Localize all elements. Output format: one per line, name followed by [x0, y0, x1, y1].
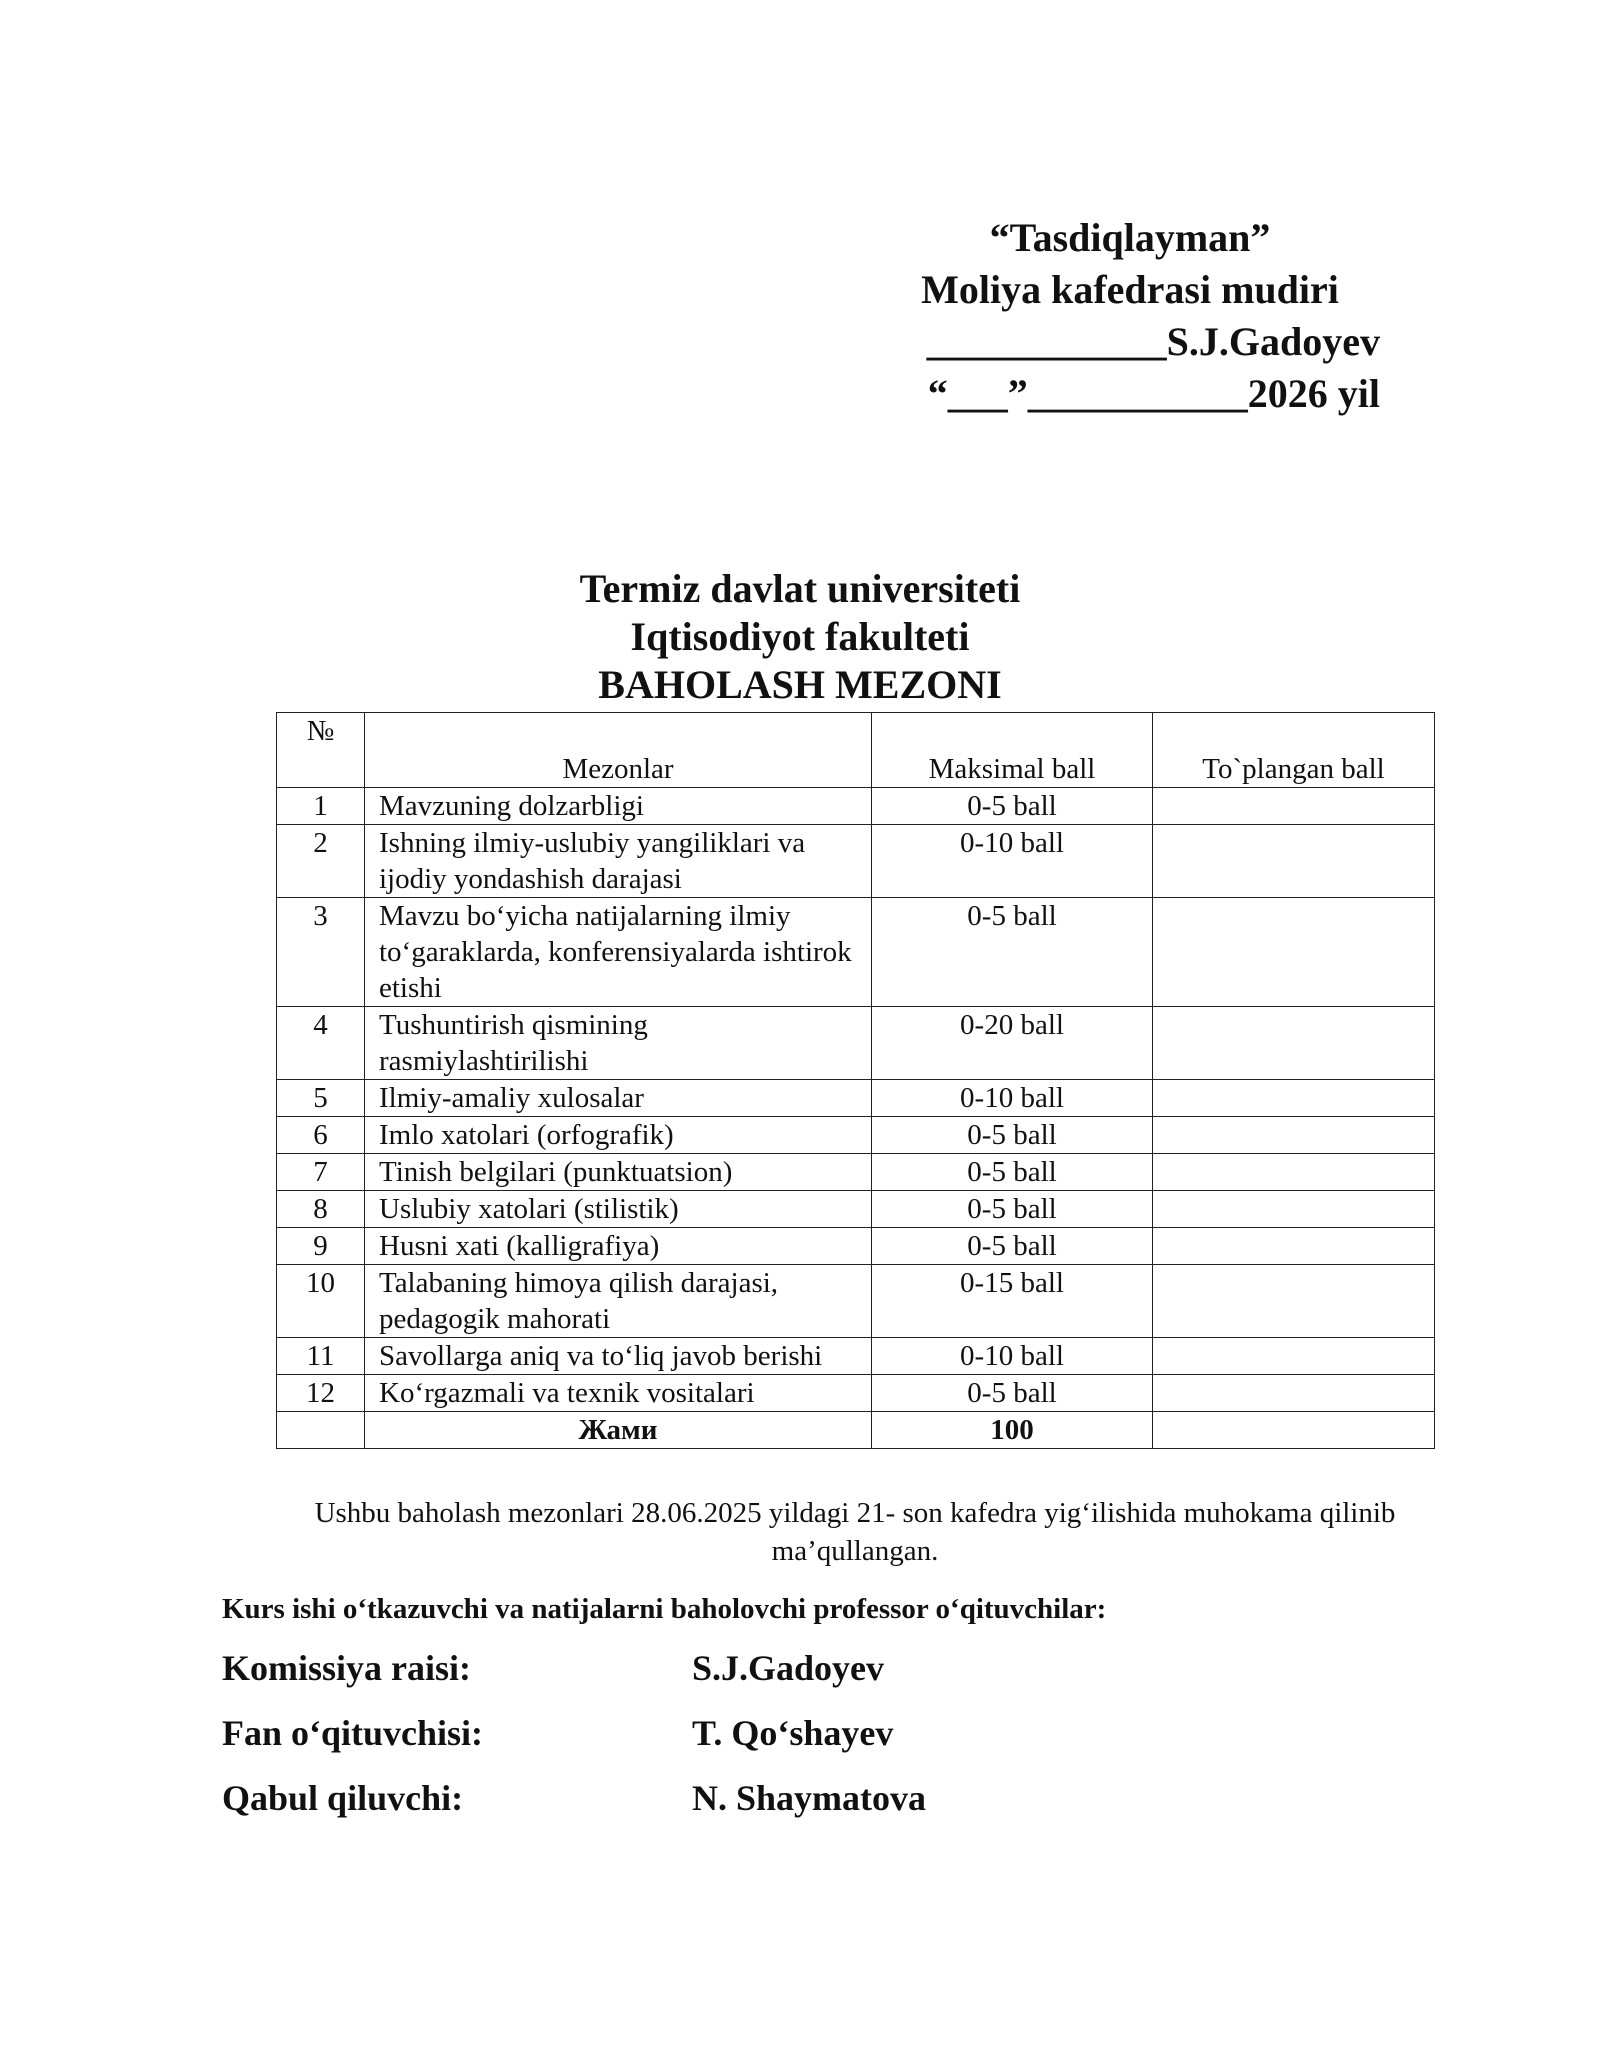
- row-number: 1: [277, 788, 365, 825]
- row-max-score: 0-20 ball: [872, 1007, 1153, 1080]
- row-number: 8: [277, 1191, 365, 1228]
- row-number: 10: [277, 1265, 365, 1338]
- row-max-score: 0-5 ball: [872, 1154, 1153, 1191]
- row-earned-score-cell[interactable]: [1153, 1154, 1435, 1191]
- row-max-score: 0-5 ball: [872, 1375, 1153, 1412]
- table-row: [277, 1080, 1435, 1117]
- approval-note: Ushbu baholash mezonlari 28.06.2025 yildagi 21- son kafedra yig‘ilishida muhokama qilinib ma’qullangan.: [314, 1497, 1396, 1567]
- table-row: [277, 1228, 1435, 1265]
- committee-role: Fan o‘qituvchisi:: [222, 1713, 484, 1753]
- faculty-name: Iqtisodiyot fakulteti: [630, 614, 970, 659]
- row-earned-score-cell[interactable]: [1153, 1191, 1435, 1228]
- total-earned-score-cell[interactable]: [1153, 1412, 1435, 1449]
- table-row: [277, 1265, 1435, 1338]
- row-earned-score-cell[interactable]: [1153, 1265, 1435, 1338]
- row-criteria: Tinish belgilari (punktuatsion): [365, 1154, 872, 1191]
- row-number: 3: [277, 898, 365, 1007]
- row-number: 7: [277, 1154, 365, 1191]
- row-criteria: Husni xati (kalligrafiya): [365, 1228, 872, 1265]
- row-earned-score-cell[interactable]: [1153, 1375, 1435, 1412]
- committee-member-name: S.J.Gadoyev: [692, 1648, 885, 1688]
- total-label: Жами: [365, 1412, 872, 1449]
- approval-signature-line: ____________S.J.Gadoyev: [926, 319, 1380, 364]
- row-earned-score-cell[interactable]: [1153, 788, 1435, 825]
- row-criteria: Ilmiy-amaliy xulosalar: [365, 1080, 872, 1117]
- column-header-max-score: Maksimal ball: [872, 713, 1153, 788]
- table-header-row: [277, 713, 1435, 788]
- approval-position: Moliya kafedrasi mudiri: [921, 267, 1339, 312]
- table-row: [277, 1338, 1435, 1375]
- row-number: 12: [277, 1375, 365, 1412]
- title-block: [0, 565, 1600, 709]
- row-criteria: Ishning ilmiy-uslubiy yangiliklari va ijodiy yondashish darajasi: [365, 825, 872, 898]
- row-earned-score-cell[interactable]: [1153, 898, 1435, 1007]
- row-number: 2: [277, 825, 365, 898]
- table-row: [277, 788, 1435, 825]
- column-header-earned-score: To`plangan ball: [1153, 713, 1435, 788]
- row-criteria: Ko‘rgazmali va texnik vositalari: [365, 1375, 872, 1412]
- criteria-table: [276, 712, 1435, 1449]
- row-earned-score-cell[interactable]: [1153, 1228, 1435, 1265]
- approval-date-line: “___”___________2026 yil: [927, 371, 1380, 416]
- column-header-criteria: Mezonlar: [365, 713, 872, 788]
- row-earned-score-cell[interactable]: [1153, 1080, 1435, 1117]
- row-max-score: 0-10 ball: [872, 825, 1153, 898]
- row-max-score: 0-5 ball: [872, 1117, 1153, 1154]
- approval-heading: “Tasdiqlayman”: [989, 215, 1271, 260]
- row-earned-score-cell[interactable]: [1153, 1338, 1435, 1375]
- row-earned-score-cell[interactable]: [1153, 1117, 1435, 1154]
- total-max-score: 100: [872, 1412, 1153, 1449]
- committee-member-name: N. Shaymatova: [692, 1778, 927, 1818]
- committee-role: Qabul qiluvchi:: [222, 1778, 464, 1818]
- row-criteria: Uslubiy xatolari (stilistik): [365, 1191, 872, 1228]
- row-criteria: Mavzu bo‘yicha natijalarning ilmiy to‘garaklarda, konferensiyalarda ishtirok etishi: [365, 898, 872, 1007]
- approval-block: [880, 212, 1380, 420]
- university-name: Termiz davlat universiteti: [579, 566, 1021, 611]
- row-number: 5: [277, 1080, 365, 1117]
- row-criteria: Tushuntirish qismining rasmiylashtirilishi: [365, 1007, 872, 1080]
- row-max-score: 0-5 ball: [872, 1191, 1153, 1228]
- row-max-score: 0-10 ball: [872, 1080, 1153, 1117]
- table-row: [277, 1154, 1435, 1191]
- table-row: [277, 1117, 1435, 1154]
- row-max-score: 0-5 ball: [872, 788, 1153, 825]
- row-number: 4: [277, 1007, 365, 1080]
- table-row: [277, 1191, 1435, 1228]
- table-total-row: [277, 1412, 1435, 1449]
- row-earned-score-cell[interactable]: [1153, 825, 1435, 898]
- table-row: [277, 898, 1435, 1007]
- committee-member-name: T. Qo‘shayev: [692, 1713, 894, 1753]
- document-title: BAHOLASH MEZONI: [598, 662, 1002, 707]
- row-number: 6: [277, 1117, 365, 1154]
- row-criteria: Talabaning himoya qilish darajasi, pedagogik mahorati: [365, 1265, 872, 1338]
- column-header-number: №: [277, 713, 365, 788]
- table-row: [277, 1375, 1435, 1412]
- table-row: [277, 1007, 1435, 1080]
- total-number-cell: [277, 1412, 365, 1449]
- row-max-score: 0-5 ball: [872, 898, 1153, 1007]
- row-criteria: Savollarga aniq va to‘liq javob berishi: [365, 1338, 872, 1375]
- committee-role: Komissiya raisi:: [222, 1648, 471, 1688]
- row-max-score: 0-10 ball: [872, 1338, 1153, 1375]
- row-number: 11: [277, 1338, 365, 1375]
- row-max-score: 0-5 ball: [872, 1228, 1153, 1265]
- table-row: [277, 825, 1435, 898]
- row-earned-score-cell[interactable]: [1153, 1007, 1435, 1080]
- table-body: [277, 788, 1435, 1449]
- row-criteria: Imlo xatolari (orfografik): [365, 1117, 872, 1154]
- row-max-score: 0-15 ball: [872, 1265, 1153, 1338]
- committee-heading: Kurs ishi o‘tkazuvchi va natijalarni baholovchi professor o‘qituvchilar:: [222, 1593, 1107, 1625]
- row-number: 9: [277, 1228, 365, 1265]
- row-criteria: Mavzuning dolzarbligi: [365, 788, 872, 825]
